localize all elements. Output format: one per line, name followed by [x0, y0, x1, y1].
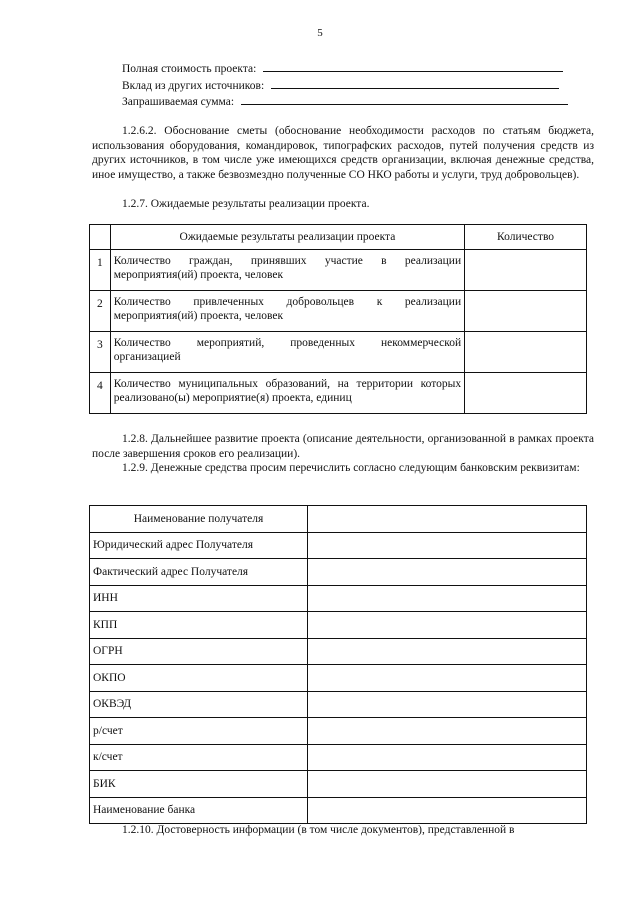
- row-number: 3: [90, 332, 111, 373]
- table-row: [90, 638, 587, 665]
- bank-value-cell[interactable]: [308, 665, 587, 692]
- row-text: Количество граждан, принявших участие в реализации мероприятия(ий) проекта, человек: [110, 250, 464, 291]
- bank-value-cell[interactable]: [308, 638, 587, 665]
- bank-value-cell[interactable]: [308, 532, 587, 559]
- table-row: [90, 612, 587, 639]
- row-text: Количество муниципальных образований, на территории которых реализовано(ы) мероприятие(я) проекта, единиц: [110, 373, 464, 414]
- bank-label: Юридический адрес Получателя: [90, 532, 308, 559]
- bank-label: р/счет: [90, 718, 308, 745]
- bank-label: ОКПО: [90, 665, 308, 692]
- bank-value-cell[interactable]: [308, 559, 587, 586]
- other-sources-field[interactable]: [271, 77, 559, 89]
- results-header-num: [90, 225, 111, 250]
- other-sources-label: Вклад из других источников:: [122, 80, 265, 92]
- bank-label: Наименование банка: [90, 797, 308, 824]
- full-cost-label: Полная стоимость проекта:: [122, 63, 257, 75]
- bank-value-cell[interactable]: [308, 744, 587, 771]
- results-header-text: Ожидаемые результаты реализации проекта: [110, 225, 464, 250]
- bank-label: Фактический адрес Получателя: [90, 559, 308, 586]
- bank-label: КПП: [90, 612, 308, 639]
- table-row: [90, 559, 587, 586]
- bank-value-cell[interactable]: [308, 612, 587, 639]
- bank-value-cell[interactable]: [308, 691, 587, 718]
- bank-details-table: [89, 505, 587, 824]
- results-header-qty: Количество: [465, 225, 587, 250]
- bank-value-cell[interactable]: [308, 718, 587, 745]
- bank-label: Наименование получателя: [90, 506, 308, 533]
- table-row: [90, 744, 587, 771]
- table-row: [90, 332, 587, 373]
- bank-label: БИК: [90, 771, 308, 798]
- table-row: [90, 771, 587, 798]
- bank-value-cell[interactable]: [308, 506, 587, 533]
- table-row: [90, 797, 587, 824]
- row-text: Количество мероприятий, проведенных некоммерческой организацией: [110, 332, 464, 373]
- bank-label: к/счет: [90, 744, 308, 771]
- row-number: 2: [90, 291, 111, 332]
- requested-label: Запрашиваемая сумма:: [122, 96, 235, 108]
- table-row: [90, 718, 587, 745]
- table-row: [90, 532, 587, 559]
- table-row: [90, 665, 587, 692]
- row-quantity-cell[interactable]: [465, 291, 587, 332]
- bank-value-cell[interactable]: [308, 771, 587, 798]
- table-row: [90, 691, 587, 718]
- row-quantity-cell[interactable]: [465, 250, 587, 291]
- results-table: [89, 224, 587, 414]
- row-number: 1: [90, 250, 111, 291]
- bank-value-cell[interactable]: [308, 797, 587, 824]
- page-number: 5: [317, 27, 323, 39]
- table-row: [90, 250, 587, 291]
- table-row: [90, 585, 587, 612]
- table-row: [90, 506, 587, 533]
- table-row: [90, 373, 587, 414]
- section-1-2-8: 1.2.8. Дальнейшее развитие проекта (описание деятельности, организованной в рамках проекта после завершения сроков его реализации).: [92, 433, 594, 460]
- row-text: Количество привлеченных добровольцев к реализации мероприятия(ий) проекта, человек: [110, 291, 464, 332]
- bank-label: ИНН: [90, 585, 308, 612]
- full-cost-field[interactable]: [263, 60, 563, 72]
- section-1-2-6-2: 1.2.6.2. Обоснование сметы (обоснование необходимости расходов по статьям бюджета, использования оборудования, командировок, типографских расходов, путей получения средств из других источников, в том числе уже имеющихся средств организации, включая денежные средства, иное имущество, а также безвозмездно полученные СО НКО работы и услуги, труд добровольцев).: [92, 125, 594, 181]
- row-number: 4: [90, 373, 111, 414]
- bank-label: ОГРН: [90, 638, 308, 665]
- requested-row: [122, 93, 592, 110]
- row-quantity-cell[interactable]: [465, 332, 587, 373]
- bank-value-cell[interactable]: [308, 585, 587, 612]
- table-row: [90, 291, 587, 332]
- section-1-2-10: 1.2.10. Достоверность информации (в том числе документов), представленной в: [122, 824, 515, 836]
- other-sources-row: [122, 77, 592, 94]
- section-1-2-7: 1.2.7. Ожидаемые результаты реализации проекта.: [122, 198, 370, 210]
- full-cost-row: [122, 60, 592, 77]
- row-quantity-cell[interactable]: [465, 373, 587, 414]
- bank-label: ОКВЭД: [90, 691, 308, 718]
- results-header-row: [90, 225, 587, 250]
- requested-field[interactable]: [241, 93, 568, 105]
- section-1-2-9: 1.2.9. Денежные средства просим перечислить согласно следующим банковским реквизитам:: [122, 462, 580, 474]
